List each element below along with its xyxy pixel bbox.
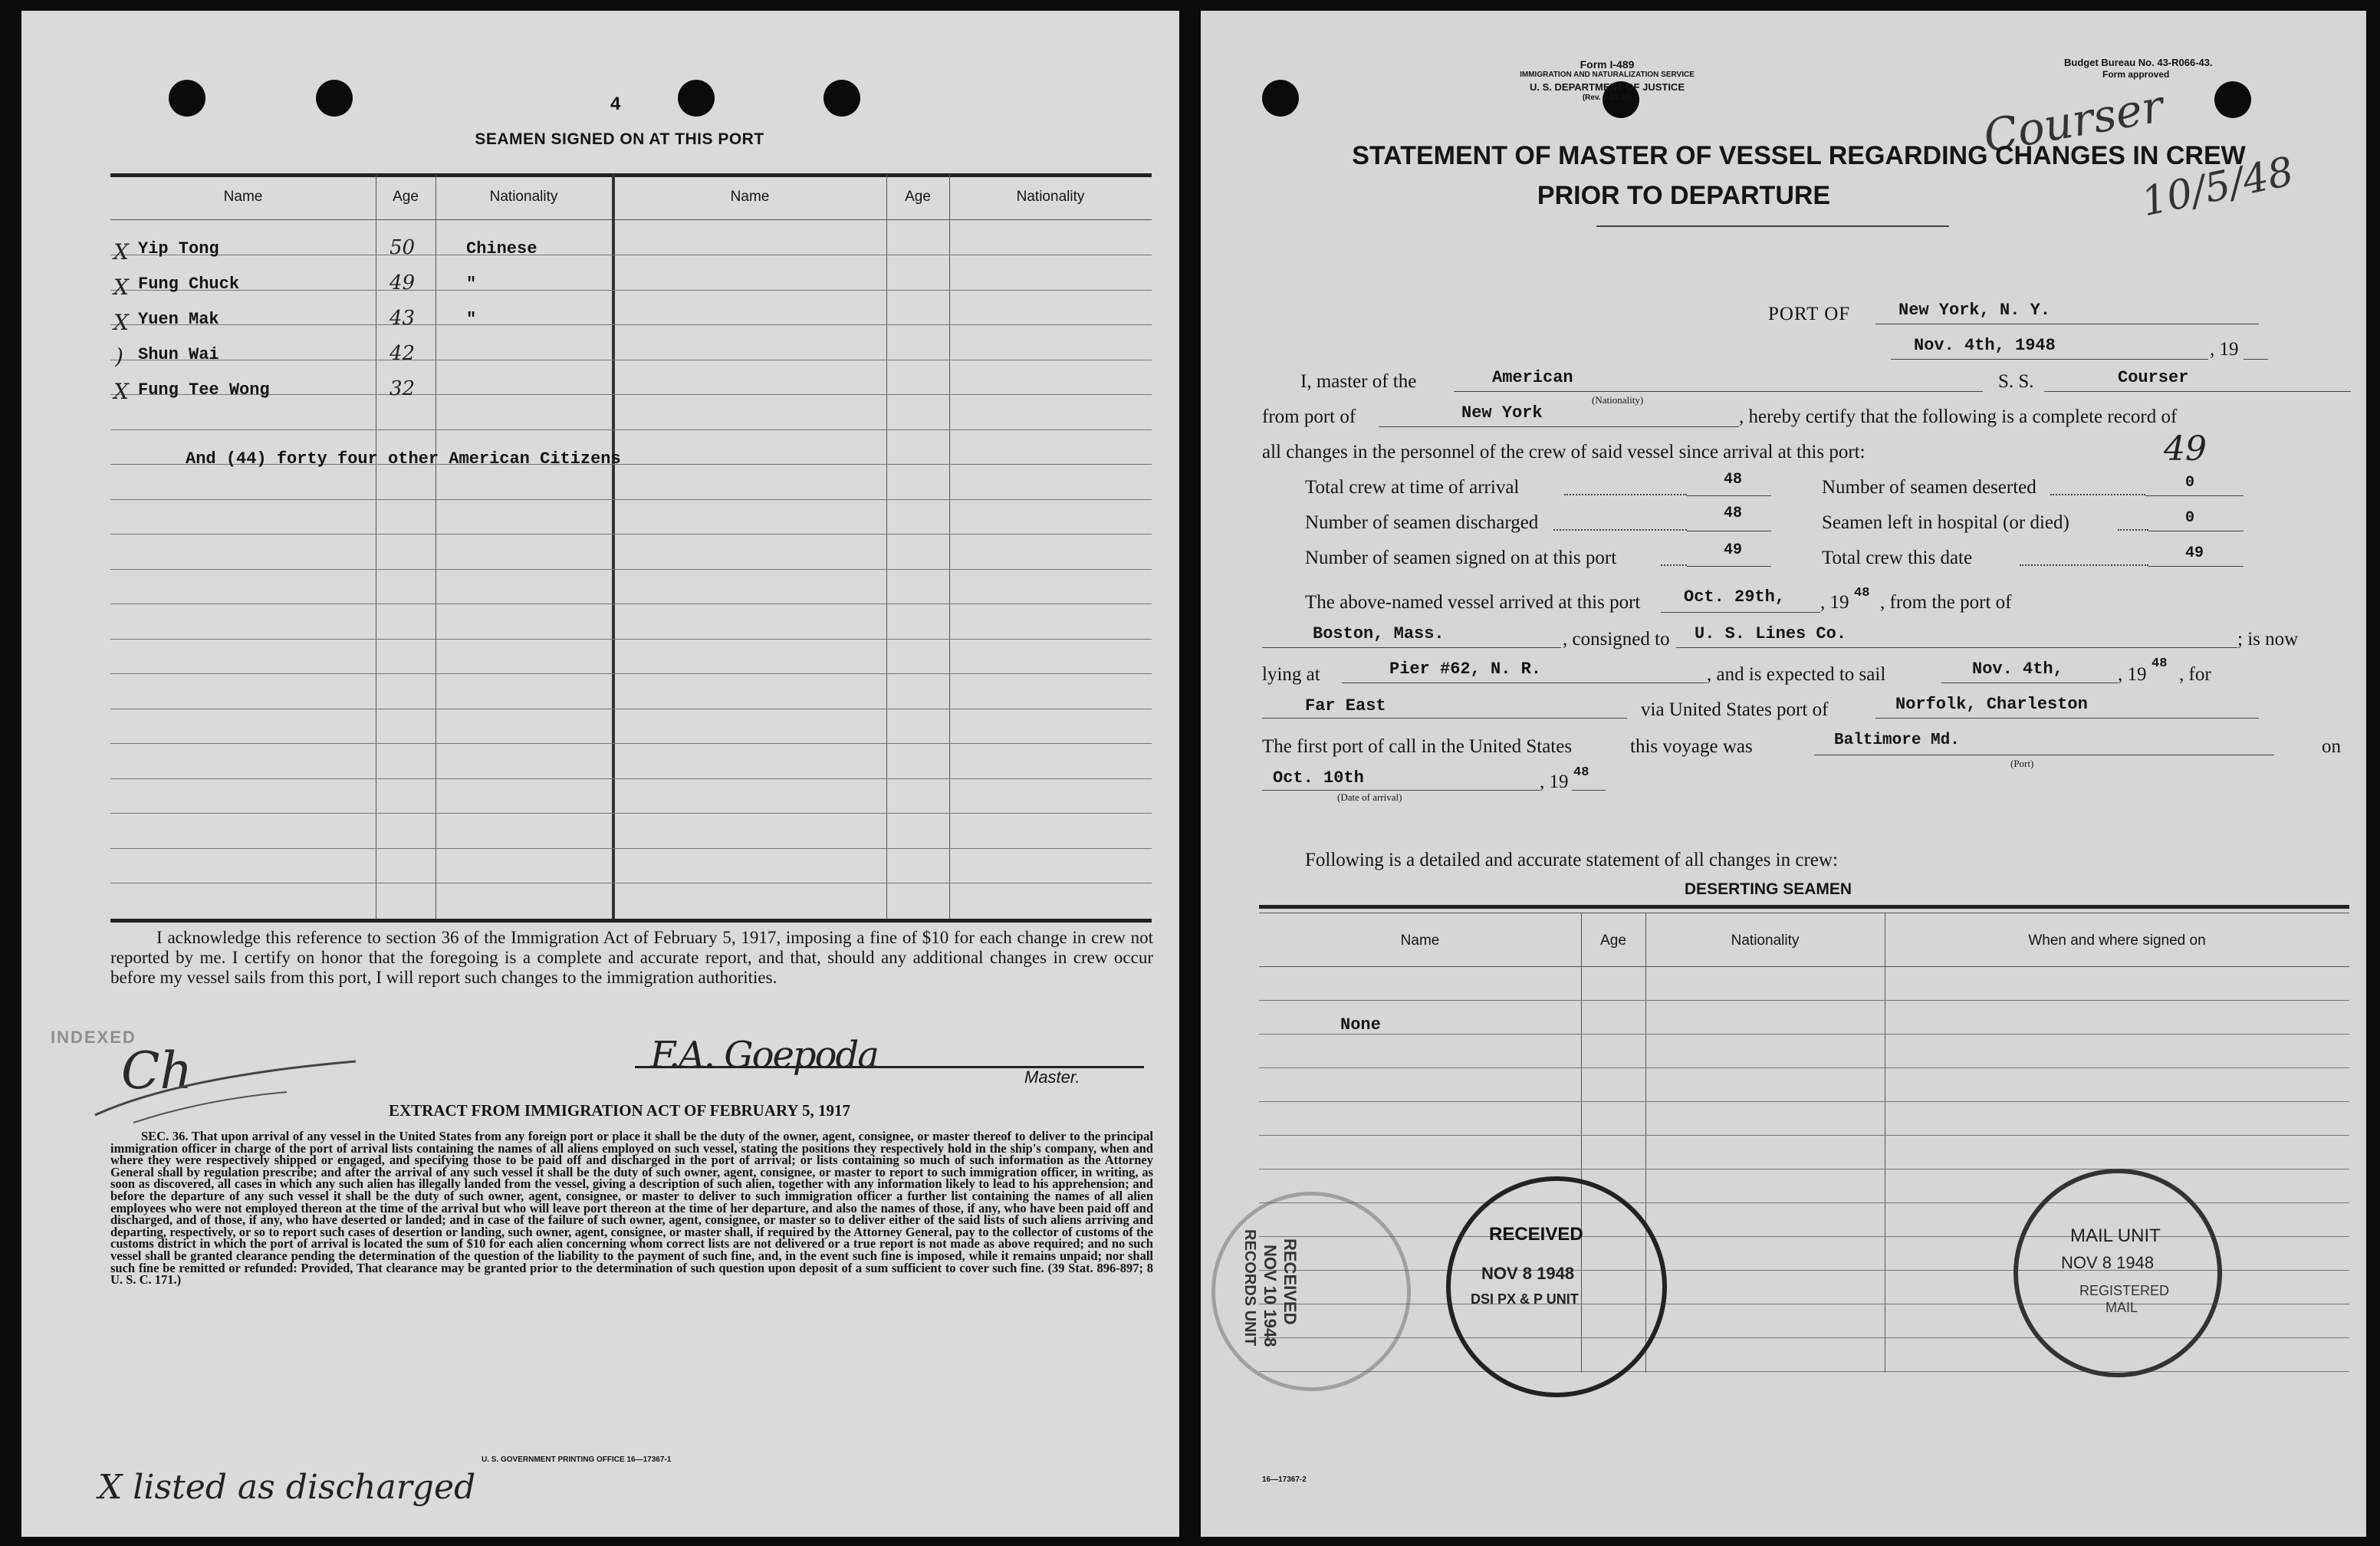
first-port-text: The first port of call in the United States (1262, 736, 1573, 757)
col-header-age: Age (393, 189, 419, 205)
form-number: Form I-489 (1580, 58, 1635, 71)
certify-text: , hereby certify that the following is a complete record of (1739, 406, 2178, 427)
ship-value: Courser (2118, 368, 2189, 387)
crew-name: Fung Tee Wong (138, 380, 270, 400)
consigned-text: , consigned to (1563, 629, 1670, 650)
crew-age: 42 (390, 342, 416, 365)
destination: Far East (1305, 696, 1386, 715)
lying-at-label: lying at (1262, 664, 1320, 685)
is-now-text: ; is now (2237, 629, 2299, 650)
punch-hole (316, 80, 353, 117)
handwritten-note: X listed as discharged (98, 1468, 476, 1507)
stat-label: Total crew this date (1822, 548, 1973, 568)
form-approved: Form approved (2102, 69, 2170, 80)
column-divider (612, 175, 615, 919)
desert-none: None (1340, 1015, 1381, 1035)
crew-age: 49 (390, 271, 416, 294)
punch-hole (823, 80, 860, 117)
initials: Ch (121, 1041, 193, 1100)
field-underline (1262, 790, 1540, 791)
field-underline (2044, 391, 2351, 392)
total-handwritten: 49 (2164, 429, 2207, 469)
dot-leader (2118, 529, 2148, 531)
punch-hole (1262, 80, 1299, 117)
revision-line: (Rev. 3-23-45) (1582, 94, 1632, 102)
field-underline (1875, 718, 2259, 719)
table-rule (1259, 1101, 2349, 1102)
arrival-date: Oct. 10th (1273, 768, 1364, 788)
budget-bureau: Budget Bureau No. 43-R066-43. (2064, 57, 2213, 68)
this-voyage-text: this voyage was (1630, 736, 1753, 757)
agency-line-1: IMMIGRATION AND NATURALIZATION SERVICE (1520, 71, 1695, 79)
field-underline (2145, 495, 2244, 496)
stamp-date: NOV 8 1948 (2061, 1253, 2155, 1272)
master-signature: F.A. Goepoda (650, 1034, 878, 1077)
table-rule (110, 743, 1152, 744)
section-title: SEAMEN SIGNED ON AT THIS PORT (475, 130, 764, 148)
title-rule (1596, 225, 1949, 227)
following-text: Following is a detailed and accurate statement of all changes in crew: (1305, 850, 1838, 870)
dsi-received-stamp (1446, 1176, 1667, 1397)
field-underline (1379, 426, 1739, 427)
col-header-name-2: Name (730, 189, 770, 205)
mail-unit-stamp (2013, 1169, 2222, 1377)
from-port-label: from port of (1262, 406, 1356, 427)
table-bottom-rule (110, 919, 1152, 923)
date-caption: (Date of arrival) (1337, 791, 1402, 803)
pier: Pier #62, N. R. (1389, 660, 1542, 679)
table-rule (1259, 1000, 2349, 1001)
stamp-text: RECEIVED (1489, 1224, 1583, 1245)
nationality-caption: (Nationality) (1592, 394, 1644, 406)
year-prefix: , 19 (2118, 664, 2147, 685)
crew-name: Fung Chuck (138, 275, 240, 294)
field-underline (1687, 566, 1771, 567)
footer-code: 16—17367-2 (1262, 1475, 1307, 1484)
left-page (21, 11, 1179, 1537)
acknowledgement-text: I acknowledge this reference to section 36 of the Immigration Act of February 5, 1917, imposing a fine of $10 for each change in crew not reported by me. I certify on honor that the foregoing is a complete and accurate report, and that, should any additional changes in crew occur before my vessel sails from this port, I will report such changes to the immigration authorities. (110, 928, 1153, 987)
field-underline (1891, 359, 2208, 360)
dot-leader (2020, 564, 2148, 566)
extract-text: SEC. 36. That upon arrival of any vessel in the United States from any foreign port or place it shall be the duty of the owner, agent, consignee, or master thereof to deliver to the principal immigration officer in charge of the port of arrival lists containing the names of all aliens employed on such vessel, stating the positions they respectively hold in the ship's company, when and where they were respectively shipped or engaged, and specifying those to be paid off and discharged in the port of arrival; or lists containing so much of such information as the Attorney General shall by regulation prescribe; and after the arrival of any such vessel it shall be the duty of such owner, agent, consignee, or master to report to such immigration officer, in writing, as soon as discovered, all cases in which any such alien has illegally landed from the vessel, giving a description of such alien, together with any information likely to lead to his apprehension; and before the departure of any such vessel it shall be the duty of such owner, agent, consignee, or master to deliver to such immigration officer a further list containing the names of all alien employees who were not employed thereon at the time of the arrival but who will leave port thereon at the time of her departure, and also the names of those, if any, who have been paid off and discharged, and of those, if any, who have deserted or landed; and in case of the failure of such owner, agent, consignee, or master so to deliver either of the said lists of such aliens arriving and departing, respectively, or so to report such cases of desertion or landing, such owner, agent, consignee, or master shall, if required by the Attorney General, pay to the collector of customs of the customs district in which the port of arrival is located the sum of $10 for each alien concerning whom correct lists are not delivered or a true report is not made as above required; and no such vessel shall be granted clearance pending the determination of the question of the liability to the payment of such fine, and, in the event such fine is imposed, while it remains unpaid; nor shall such fine be remitted or refunded: Provided, That clearance may be granted prior to the determination of such question upon deposit of a sum sufficient to cover such fine. (39 Stat. 896-897; 8 U. S. C. 171.) (110, 1129, 1153, 1288)
table-rule (110, 848, 1152, 849)
year-prefix: , 19 (1540, 771, 1569, 792)
punch-hole (2214, 81, 2251, 118)
arrival-year: 48 (1573, 765, 1589, 780)
port-label: PORT OF (1768, 304, 1851, 324)
stat-value: 0 (2185, 474, 2195, 492)
table-rule (110, 639, 1152, 640)
agency-line-2: U. S. DEPARTMENT OF JUSTICE (1530, 81, 1685, 93)
consignee: U. S. Lines Co. (1695, 624, 1847, 643)
desert-header-nationality: Nationality (1731, 933, 1800, 949)
crew-name: Yuen Mak (138, 310, 219, 329)
table-top-rule (110, 173, 1152, 177)
table-rule (110, 813, 1152, 814)
check-mark: X (113, 379, 129, 404)
arrived-date: Oct. 29th, (1684, 587, 1786, 607)
via-text: via United States port of (1641, 699, 1829, 720)
field-underline (1676, 647, 2237, 648)
table-rule (1259, 1371, 2349, 1372)
stat-value: 48 (1724, 471, 1743, 488)
stamp-unit: DSI PX & P UNIT (1471, 1291, 1579, 1307)
stat-label: Number of seamen signed on at this port (1305, 548, 1617, 568)
crew-age: 50 (390, 236, 416, 259)
stamp-unit: RECORDS UNIT (1241, 1229, 1258, 1347)
check-mark: X (113, 275, 129, 300)
stamp-date: NOV 10 1948 (1261, 1245, 1280, 1347)
crew-age: 32 (390, 377, 416, 400)
via-ports: Norfolk, Charleston (1895, 695, 2088, 714)
port-caption: (Port) (2010, 758, 2034, 769)
desert-header-age: Age (1600, 933, 1626, 949)
nationality-value: American (1492, 368, 1573, 387)
table-rule (110, 778, 1152, 779)
field-underline (1572, 790, 1606, 791)
right-page (1201, 11, 2366, 1537)
stamp-unit: REGISTERED MAIL (2079, 1283, 2170, 1315)
column-divider (949, 175, 950, 919)
printing-office-line: U. S. GOVERNMENT PRINTING OFFICE 16—17367-1 (482, 1456, 672, 1464)
crew-nationality: " (466, 275, 477, 294)
field-underline (2148, 566, 2244, 567)
master-label: Master. (1024, 1067, 1080, 1087)
check-mark: X (113, 239, 129, 265)
stat-value: 49 (1724, 541, 1743, 559)
table-rule (110, 499, 1152, 500)
stat-label: Seamen left in hospital (or died) (1822, 512, 2069, 533)
handwritten-date: 10/5/48 (2137, 148, 2298, 226)
stat-value: 49 (2185, 544, 2204, 562)
document-title: STATEMENT OF MASTER OF VESSEL REGARDING CHANGES IN CREW (1352, 141, 2246, 170)
stat-value: 48 (1724, 505, 1743, 522)
col-header-age-2: Age (905, 189, 931, 205)
document-subtitle: PRIOR TO DEPARTURE (1537, 181, 1831, 210)
from-the-port-text: , from the port of (1880, 592, 2012, 613)
table-rule (110, 429, 1152, 430)
all-changes-text: all changes in the personnel of the crew of said vessel since arrival at this port: (1262, 442, 1866, 462)
from-port-value: New York (1461, 403, 1543, 423)
dot-leader (1564, 494, 1687, 495)
stat-label: Total crew at time of arrival (1305, 477, 1520, 498)
desert-table-top (1259, 905, 2349, 909)
ss-label: S. S. (1998, 371, 2034, 392)
col-header-nationality-2: Nationality (1016, 189, 1085, 205)
table-header-rule (110, 219, 1152, 220)
dot-leader (1661, 564, 1687, 566)
arrived-year: 48 (1854, 586, 1870, 600)
table-rule (110, 324, 1152, 325)
field-underline (1262, 718, 1627, 719)
crew-nationality: Chinese (466, 239, 537, 258)
first-port: Baltimore Md. (1834, 732, 1960, 749)
table-rule (1259, 1135, 2349, 1136)
other-citizens-line: And (44) forty four other American Citizens (186, 449, 621, 469)
check-mark: ) (115, 344, 123, 369)
master-of-label: I, master of the (1300, 371, 1417, 392)
page-number: 4 (610, 94, 621, 114)
stat-label: Number of seamen discharged (1305, 512, 1539, 533)
table-rule (1259, 1034, 2349, 1035)
desert-header-signed-on: When and where signed on (2028, 933, 2206, 949)
crew-name: Shun Wai (138, 345, 219, 364)
stamp-text: MAIL UNIT (2070, 1225, 2161, 1246)
stamp-date: NOV 8 1948 (1481, 1264, 1575, 1283)
field-underline (1454, 391, 1983, 392)
indexed-stamp: INDEXED (51, 1028, 136, 1047)
punch-hole (169, 80, 205, 117)
year-suffix: , 19 (2210, 339, 2239, 360)
stat-label: Number of seamen deserted (1822, 477, 2036, 498)
check-mark: X (113, 310, 129, 335)
port-value: New York, N. Y. (1898, 301, 2051, 320)
col-header-nationality: Nationality (489, 189, 558, 205)
stat-value: 0 (2185, 509, 2195, 527)
sail-year: 48 (2152, 656, 2168, 671)
field-underline (1687, 495, 1771, 496)
stamp-text: RECEIVED (1280, 1238, 1300, 1325)
table-rule (110, 534, 1152, 535)
table-rule (110, 569, 1152, 570)
punch-hole (678, 80, 715, 117)
date-value: Nov. 4th, 1948 (1914, 336, 2056, 355)
table-rule (1259, 1067, 2349, 1068)
handwritten-vessel-name: Courser (1979, 80, 2168, 163)
on-text: on (2322, 736, 2341, 757)
crew-name: Yip Tong (138, 239, 219, 258)
records-unit-stamp (1211, 1192, 1411, 1391)
dot-leader (1553, 529, 1687, 531)
desert-header-name: Name (1400, 933, 1440, 949)
column-divider (886, 175, 887, 919)
arrived-text: The above-named vessel arrived at this port (1305, 592, 1641, 613)
expected-text: , and is expected to sail (1707, 664, 1886, 685)
for-text: , for (2179, 664, 2211, 685)
table-rule (110, 673, 1152, 674)
crew-nationality: " (466, 310, 477, 329)
desert-table-header-rule (1259, 966, 2349, 967)
table-rule (110, 290, 1152, 291)
deserting-title: DESERTING SEAMEN (1684, 880, 1852, 898)
from-port-2: Boston, Mass. (1313, 624, 1445, 643)
year-prefix: , 19 (1820, 592, 1849, 613)
field-underline (2244, 359, 2268, 360)
extract-title: EXTRACT FROM IMMIGRATION ACT OF FEBRUARY 5, 1917 (388, 1101, 851, 1120)
col-header-name: Name (223, 189, 263, 205)
sail-date: Nov. 4th, (1972, 660, 2063, 679)
dot-leader (2050, 494, 2145, 495)
crew-age: 43 (390, 307, 416, 330)
field-underline (1262, 647, 1561, 648)
field-underline (1661, 612, 1820, 613)
